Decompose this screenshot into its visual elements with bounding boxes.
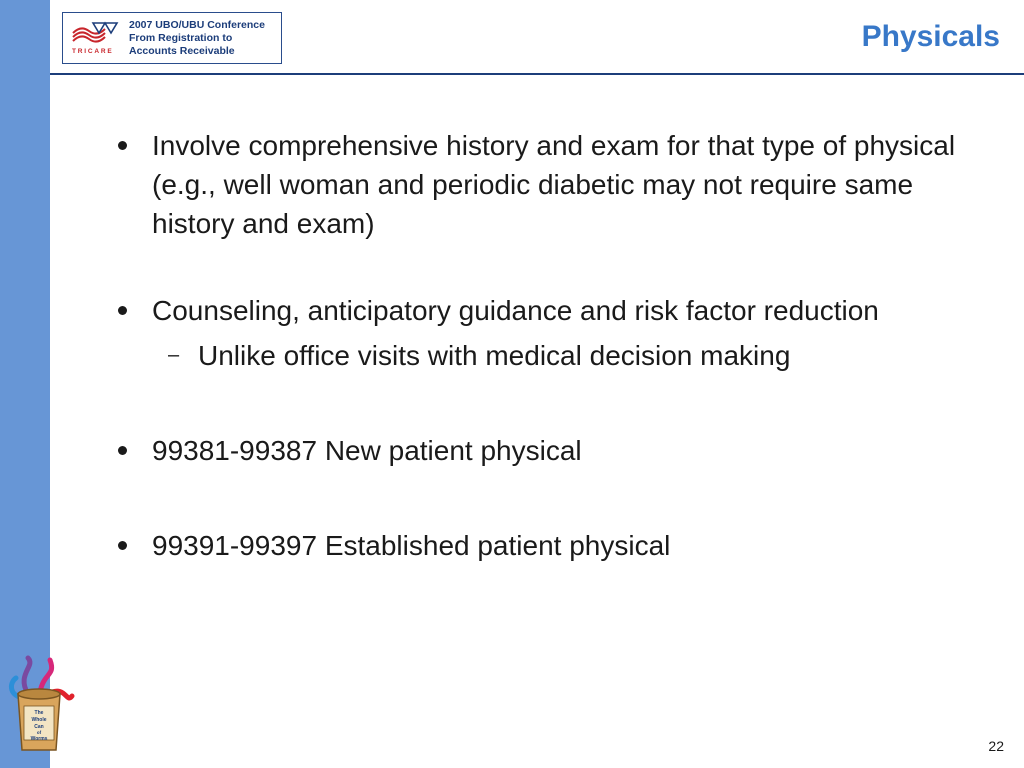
bullet-item-2 [110, 291, 990, 330]
bullet-dot-icon [118, 306, 127, 315]
bullet-dot-icon [118, 446, 127, 455]
tricare-logo-icon [69, 19, 119, 57]
bullet-text-1: Involve comprehensive history and exam for that type of physical (e.g., well woman and periodic diabetic may not require same history and exam) [152, 130, 956, 239]
svg-text:The: The [34, 710, 44, 716]
header-divider [50, 73, 1024, 75]
conference-name [129, 19, 279, 58]
bullet-item-4 [110, 526, 990, 565]
bullet-dot-icon [118, 141, 127, 150]
slide-title: Physicals [861, 20, 1000, 53]
conference-line-1: 2007 UBO/UBU Conference [129, 19, 265, 31]
sub-bullet-text: Unlike office visits with medical decision making [198, 340, 791, 371]
svg-text:of: of [36, 730, 42, 735]
bullet-list [110, 126, 990, 565]
bullet-item-1 [110, 126, 990, 243]
conference-line-2: From Registration to [129, 32, 233, 44]
bullet-text-4: 99391-99397 Established patient physical [152, 530, 671, 561]
left-sidebar-band [0, 0, 50, 768]
dash-bullet-icon: – [168, 344, 180, 366]
svg-text:Can: Can [34, 724, 44, 730]
bullet-text-3: 99381-99387 New patient physical [152, 435, 582, 466]
conference-line-3: Accounts Receivable [129, 45, 235, 57]
page-number: 22 [988, 738, 1004, 754]
bullet-dot-icon [118, 541, 127, 550]
svg-text:Worms: Worms [30, 736, 48, 742]
bullet-item-3 [110, 431, 990, 470]
worm-can-mascot-icon [6, 654, 76, 754]
tricare-wordmark: TRICARE [72, 48, 114, 55]
svg-text:Whole: Whole [31, 717, 47, 723]
conference-logo [62, 12, 282, 64]
sub-bullet-item [110, 336, 990, 375]
bullet-text-2: Counseling, anticipatory guidance and risk factor reduction [152, 295, 879, 326]
